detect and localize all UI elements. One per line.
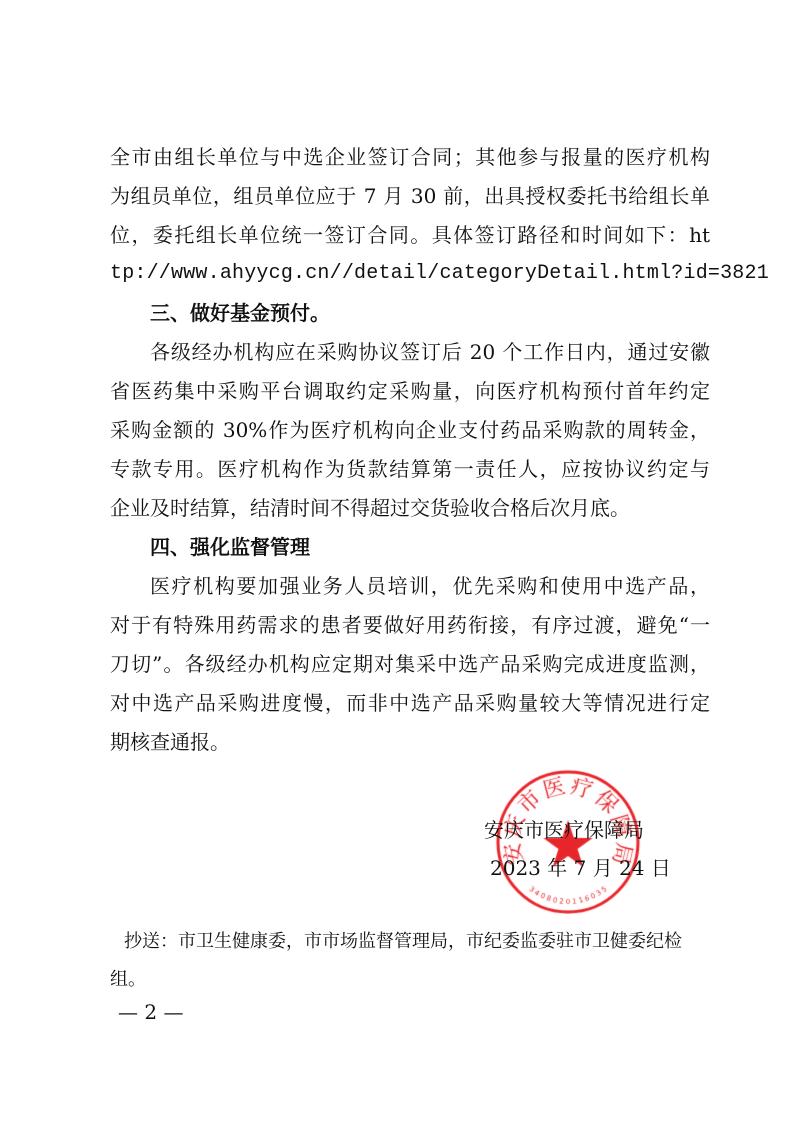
text-line: 为组员单位，组员单位应于 7 月 30 前，出具授权委托书给组长单 — [110, 184, 710, 208]
text-line: 医疗机构要加强业务人员培训，优先采购和使用中选产品， — [150, 574, 710, 598]
text-line: 省医药集中采购平台调取约定采购量，向医疗机构预付首年约定 — [110, 379, 710, 403]
text-line: 采购金额的 30%作为医疗机构向企业支付药品采购款的周转金， — [110, 418, 710, 442]
text-line: 全市由组长单位与中选企业签订合同；其他参与报量的医疗机构 — [110, 145, 710, 169]
section-heading: 四、强化监督管理 — [150, 535, 310, 559]
page-number: — 2 — — [118, 1000, 184, 1024]
text-line: 对于有特殊用药需求的患者要做好用药衔接，有序过渡，避免“一 — [110, 613, 710, 637]
text-line: 专款专用。医疗机构作为货款结算第一责任人，应按协议约定与 — [110, 457, 710, 481]
section-heading: 三、做好基金预付。 — [150, 301, 330, 325]
text-line: 期核查通报。 — [110, 730, 230, 754]
cc-line: 组。 — [110, 969, 146, 990]
signature-org: 安庆市医疗保障局 — [484, 818, 644, 842]
text-line: 各级经办机构应在采购协议签订后 20 个工作日内，通过安徽 — [150, 340, 710, 364]
url-text: tp://www.ahyycg.cn//detail/categoryDetail.html?id=3821 — [110, 262, 769, 285]
text-line: 对中选产品采购进度慢，而非中选产品采购量较大等情况进行定 — [110, 691, 710, 715]
text-line: 企业及时结算，结清时间不得超过交货验收合格后次月底。 — [110, 496, 630, 520]
text-line: 刀切”。各级经办机构应定期对集采中选产品采购完成进度监测， — [110, 652, 710, 676]
text-line: 位，委托组长单位统一签订合同。具体签订路径和时间如下：ht — [110, 223, 710, 247]
cc-line: 抄送：市卫生健康委，市市场监督管理局，市纪委监委驻市卫健委纪检 — [124, 931, 682, 952]
signature-date: 2023 年 7 月 24 日 — [490, 856, 671, 880]
